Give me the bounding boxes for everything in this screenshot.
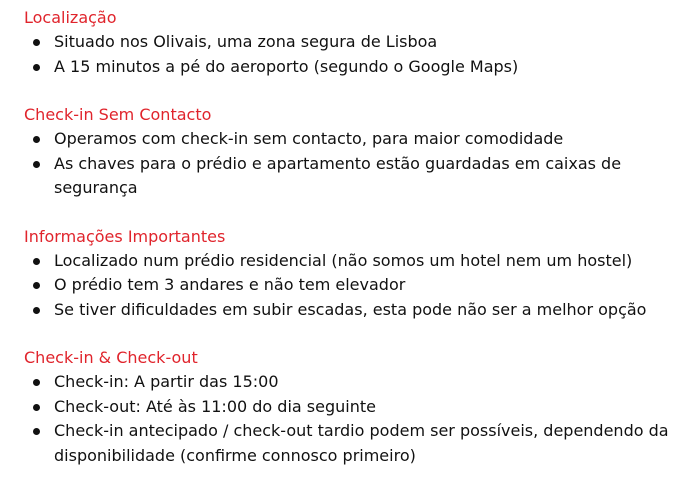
bullet-icon	[33, 428, 40, 435]
section	[0, 6, 700, 79]
list-item	[0, 30, 700, 55]
list-item-text: Se tiver dificuldades em subir escadas, esta pode não ser a melhor opção	[54, 299, 647, 319]
bullet-list	[0, 127, 700, 201]
list-item	[0, 273, 700, 298]
list-item	[0, 419, 700, 468]
bullet-list	[0, 370, 700, 468]
list-item-text: Localizado num prédio residencial (não somos um hotel nem um hostel)	[54, 250, 633, 270]
document-content	[0, 6, 700, 468]
section-gap	[0, 201, 700, 225]
cropped-text-line	[0, 0, 700, 6]
list-item-text: Check-out: Até às 11:00 do dia seguinte	[54, 396, 376, 416]
bullet-icon	[33, 282, 40, 289]
list-item-text: O prédio tem 3 andares e não tem elevador	[54, 275, 406, 294]
list-item	[0, 127, 700, 152]
section-gap	[0, 79, 700, 103]
list-item-text: Check-in antecipado / check-out tardio podem ser possíveis, dependendo da disponibilidade (confirme connosco primeiro)	[54, 421, 669, 465]
bullet-icon	[33, 64, 40, 71]
section-heading: Check-in Sem Contacto	[24, 105, 212, 124]
list-item-text: Operamos com check-in sem contacto, para maior comodidade	[54, 129, 564, 148]
section	[0, 225, 700, 323]
section-gap	[0, 322, 700, 346]
bullet-list	[0, 249, 700, 323]
list-item-text: A 15 minutos a pé do aeroporto (segundo o Google Maps)	[54, 56, 519, 76]
list-item-text: Check-in: A partir das 15:00	[54, 372, 279, 391]
bullet-icon	[33, 258, 40, 265]
bullet-icon	[33, 404, 40, 411]
bullet-list	[0, 30, 700, 79]
section-heading: Check-in & Check-out	[24, 348, 198, 367]
list-item	[0, 395, 700, 420]
list-item-text: As chaves para o prédio e apartamento estão guardadas em caixas de segurança	[54, 153, 622, 197]
bullet-icon	[33, 307, 40, 314]
list-item	[0, 298, 700, 323]
section	[0, 103, 700, 201]
bullet-icon	[33, 39, 40, 46]
list-item	[0, 249, 700, 274]
bullet-icon	[33, 379, 40, 386]
bullet-icon	[33, 136, 40, 143]
list-item	[0, 152, 700, 201]
list-item	[0, 370, 700, 395]
section	[0, 346, 700, 468]
bullet-icon	[33, 161, 40, 168]
section-heading: Informações Importantes	[24, 226, 226, 246]
list-item	[0, 55, 700, 80]
section-heading: Localização	[24, 8, 117, 27]
list-item-text: Situado nos Olivais, uma zona segura de Lisboa	[54, 32, 438, 51]
